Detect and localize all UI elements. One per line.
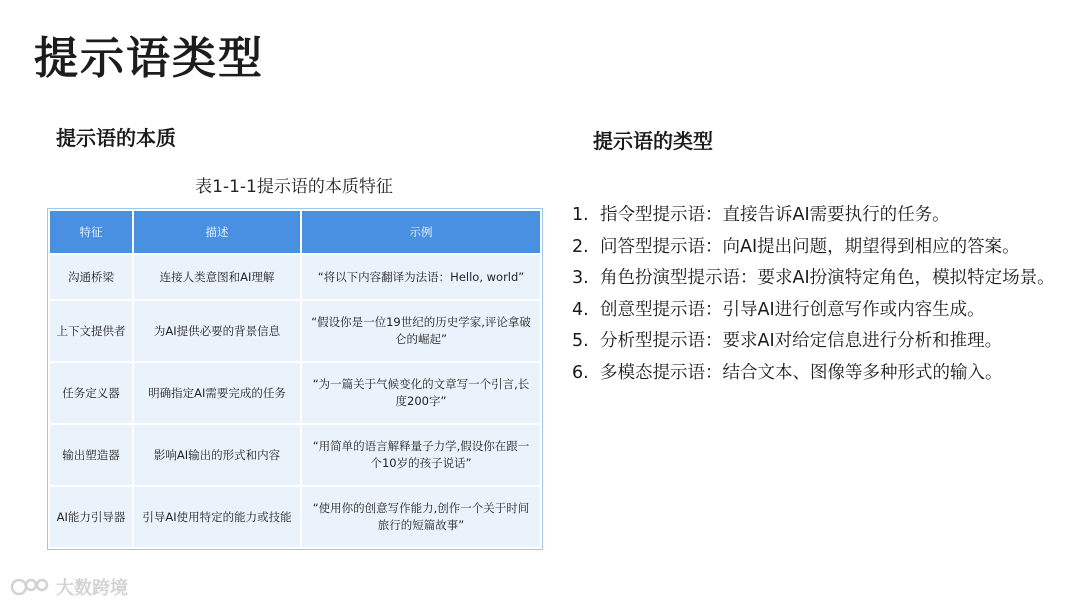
list-item <box>572 326 1062 358</box>
list-item <box>572 263 1062 295</box>
watermark-logo-icon <box>10 576 50 598</box>
list-item-number: 5. <box>572 331 589 351</box>
list-item-number: 2. <box>572 236 589 257</box>
list-item-number: 6. <box>572 362 589 383</box>
list-item-number: 4. <box>572 299 589 320</box>
table-row <box>49 362 541 424</box>
list-item-text: 指令型提示语：直接告诉AI需要执行的任务。 <box>600 205 950 225</box>
table-header-description: 描述 <box>133 210 301 254</box>
table-row <box>49 424 541 486</box>
list-item-number: 3. <box>572 268 589 288</box>
list-item <box>572 295 1062 327</box>
left-section-heading: 提示语的本质 <box>56 126 176 150</box>
watermark-text: 大数跨境 <box>56 578 128 599</box>
table-header-example: 示例 <box>301 210 541 254</box>
list-item-text: 问答型提示语：向AI提出问题，期望得到相应的答案。 <box>600 236 1020 257</box>
table-row <box>49 486 541 548</box>
list-item-text: 分析型提示语：要求AI对给定信息进行分析和推理。 <box>600 331 1003 351</box>
list-item <box>572 358 1062 390</box>
table-cell-example: “假设你是一位19世纪的历史学家,评论拿破仑的崛起” <box>301 300 541 362</box>
list-item-text: 多模态提示语：结合文本、图像等多种形式的输入。 <box>600 362 1003 383</box>
table-cell-example: “将以下内容翻译为法语：Hello, world” <box>301 254 541 300</box>
table-cell-feature: 沟通桥梁 <box>49 254 133 300</box>
table-cell-description: 明确指定AI需要完成的任务 <box>133 362 301 424</box>
table-cell-description: 影响AI输出的形式和内容 <box>133 424 301 486</box>
right-section-heading: 提示语的类型 <box>593 129 713 153</box>
essence-table <box>48 209 542 549</box>
table-cell-example: “为一篇关于气候变化的文章写一个引言,长度200字” <box>301 362 541 424</box>
table-header-feature: 特征 <box>49 210 133 254</box>
table-cell-description: 为AI提供必要的背景信息 <box>133 300 301 362</box>
table-cell-feature: AI能力引导器 <box>49 486 133 548</box>
list-item-number: 1. <box>572 205 589 225</box>
table-cell-description: 连接人类意图和AI理解 <box>133 254 301 300</box>
table-header-row <box>49 210 541 254</box>
table-cell-feature: 任务定义器 <box>49 362 133 424</box>
prompt-types-list <box>572 200 1062 389</box>
table-caption: 表1-1-1提示语的本质特征 <box>195 177 393 197</box>
table-cell-description: 引导AI使用特定的能力或技能 <box>133 486 301 548</box>
table-row <box>49 254 541 300</box>
slide-title: 提示语类型 <box>34 33 264 84</box>
list-item-text: 创意型提示语：引导AI进行创意写作或内容生成。 <box>600 299 985 320</box>
table-row <box>49 300 541 362</box>
table-cell-feature: 上下文提供者 <box>49 300 133 362</box>
table-cell-example: “使用你的创意写作能力,创作一个关于时间旅行的短篇故事” <box>301 486 541 548</box>
watermark <box>10 574 128 600</box>
list-item <box>572 232 1062 264</box>
list-item <box>572 200 1062 232</box>
table-cell-example: “用简单的语言解释量子力学,假设你在跟一个10岁的孩子说话” <box>301 424 541 486</box>
table-cell-feature: 输出塑造器 <box>49 424 133 486</box>
list-item-text: 角色扮演型提示语：要求AI扮演特定角色，模拟特定场景。 <box>600 268 1055 288</box>
